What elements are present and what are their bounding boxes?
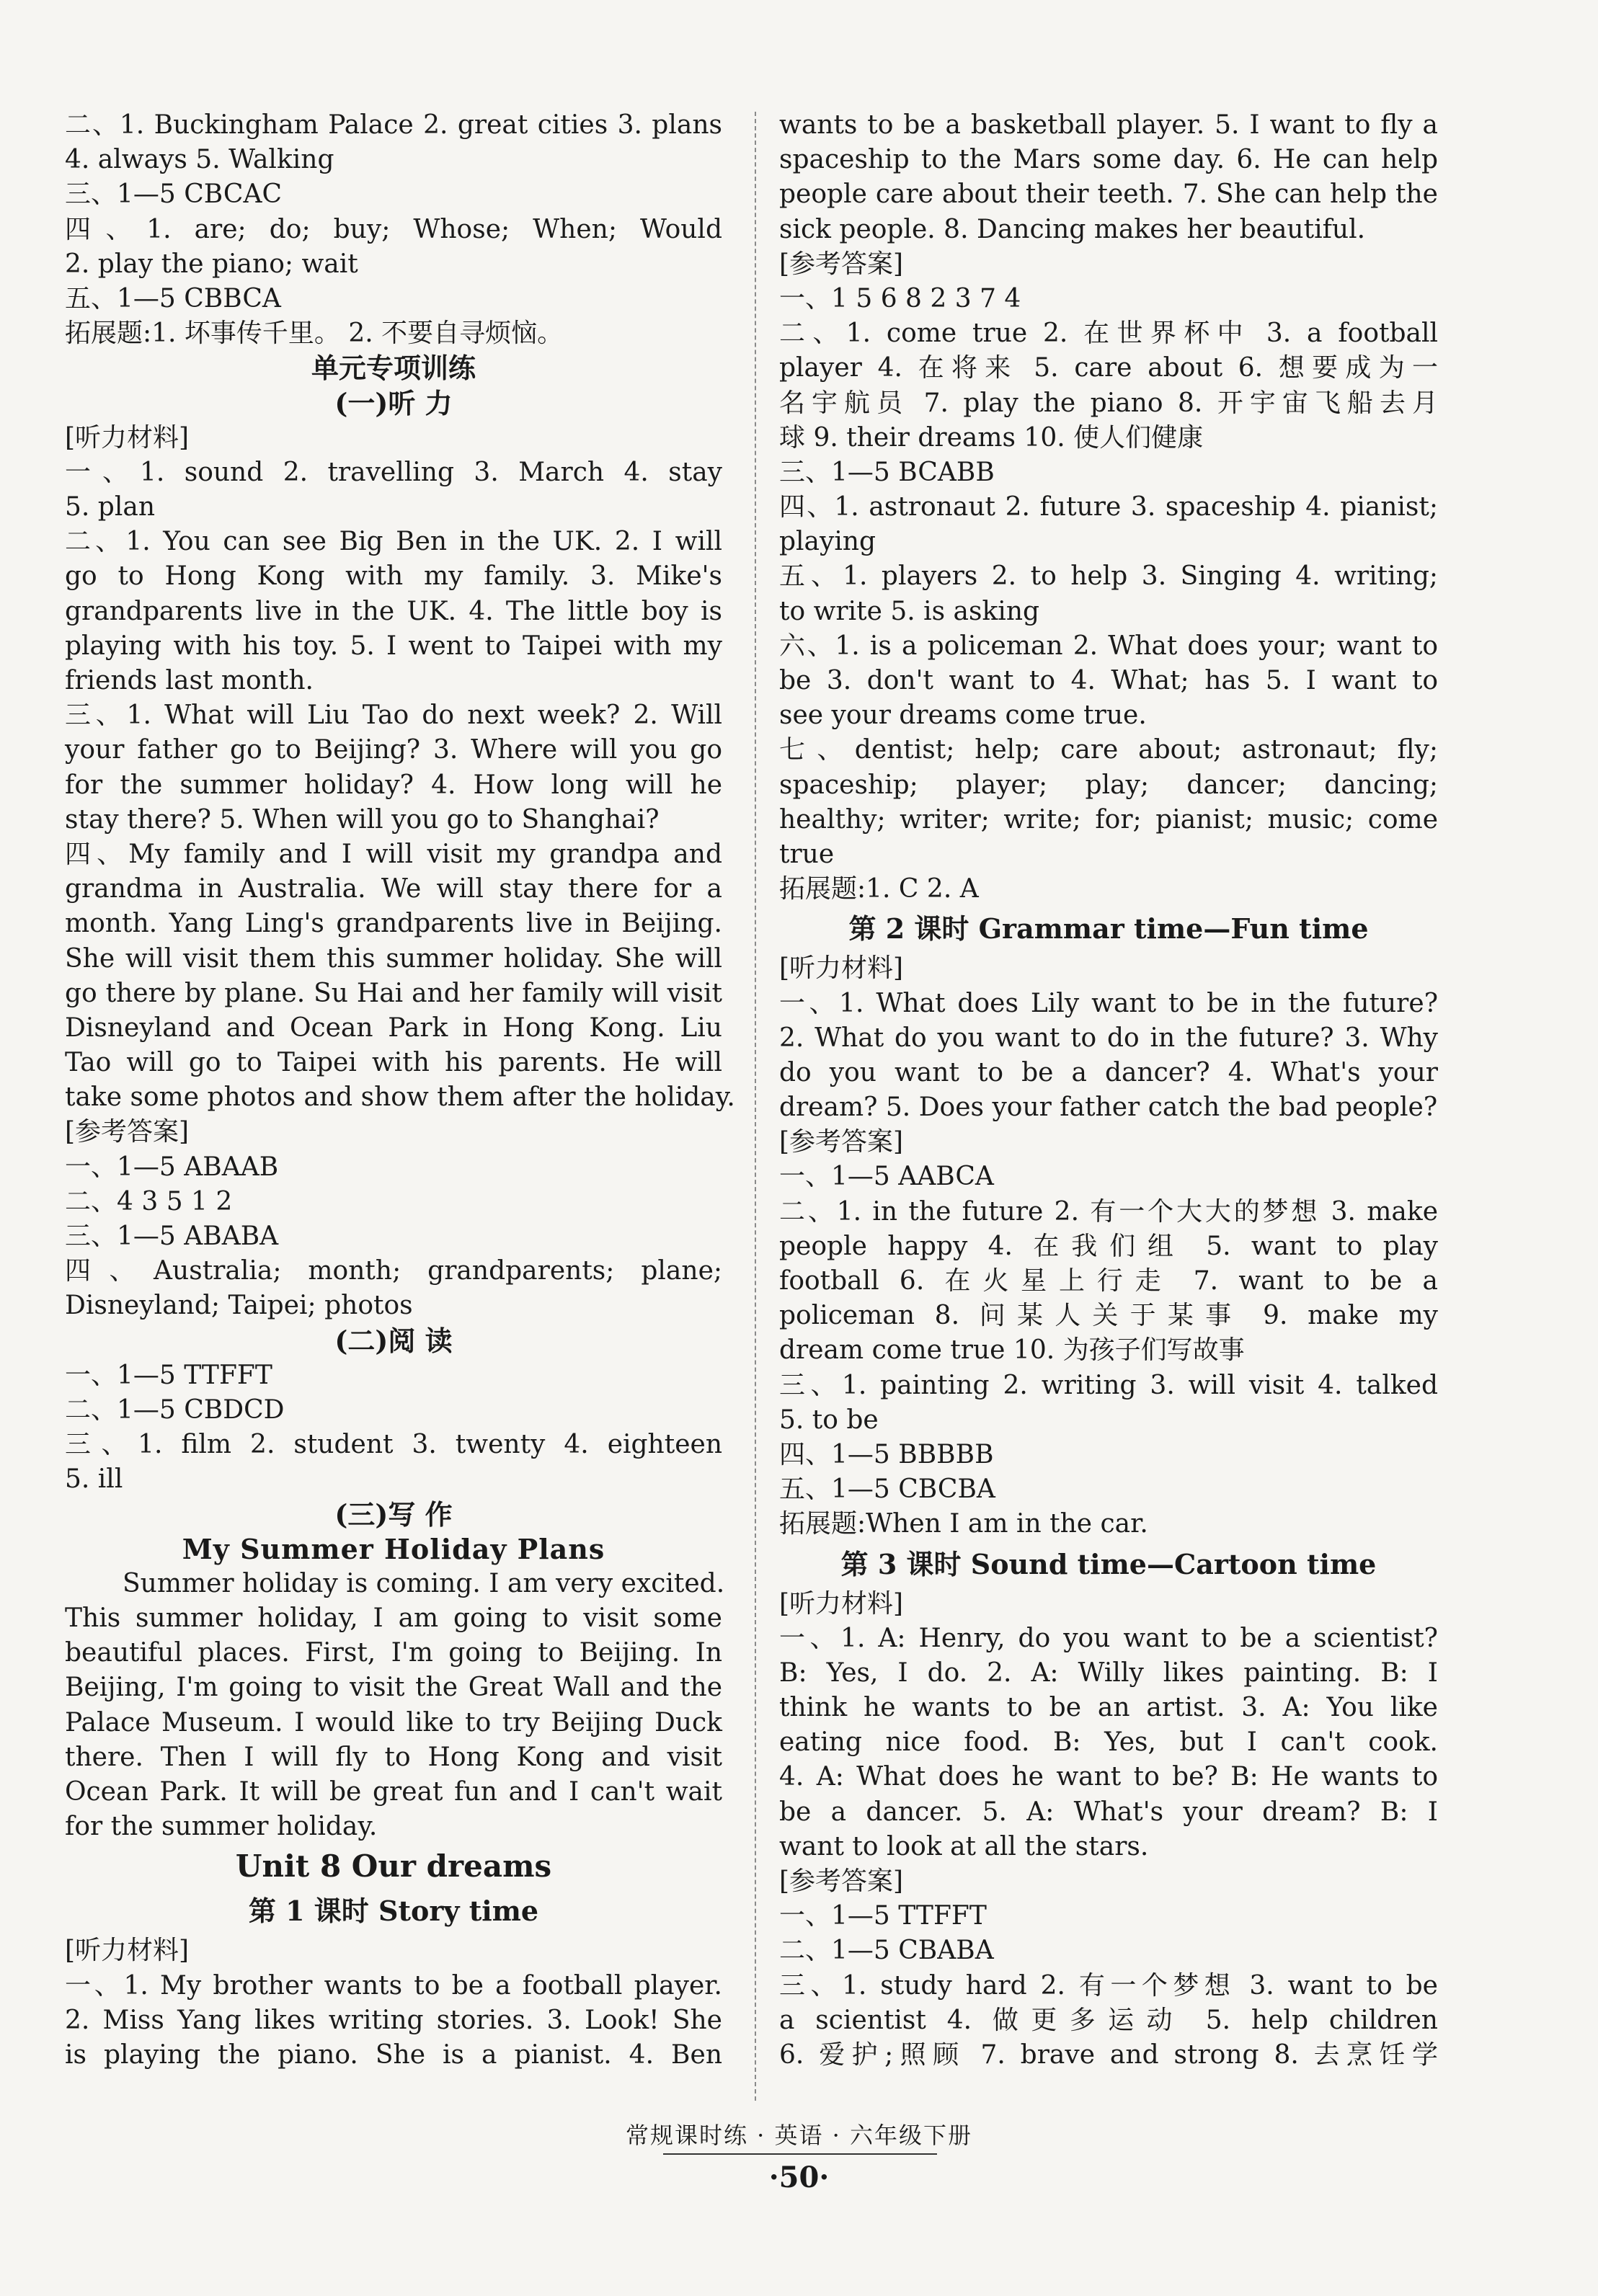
text-line: grandma in Australia. We will stay there for a — [65, 874, 722, 904]
text-line: true — [779, 839, 835, 869]
text-line: 二、1. in the future 2. 有一个大大的梦想 3. make — [779, 1196, 1438, 1227]
text-line: stay there? 5. When will you go to Shanghai? — [65, 804, 660, 835]
text-line: playing with his toy. 5. I went to Taipei with my — [65, 631, 722, 661]
text-line: eating nice food. B: Yes, but I can't cook. — [779, 1727, 1438, 1758]
text-line: (一)听 力 — [334, 386, 453, 419]
text-line: 七、dentist; help; care about; astronaut; fly; — [779, 735, 1438, 765]
text-line: 二、4 3 5 1 2 — [65, 1186, 233, 1216]
text-line: healthy; writer; write; for; pianist; music; come — [779, 804, 1438, 835]
text-line: 一、1—5 AABCA — [779, 1162, 994, 1192]
text-line: is playing the piano. She is a pianist. 4. Ben — [65, 2039, 722, 2070]
text-line: Unit 8 Our dreams — [235, 1848, 552, 1885]
text-line: a scientist 4. 做更多运动 5. help children — [779, 2005, 1438, 2035]
text-line: 二、1. come true 2. 在世界杯中 3. a football — [779, 319, 1438, 349]
text-line: [参考答案] — [779, 1127, 904, 1157]
text-line: 二、1—5 CBABA — [779, 1936, 994, 1966]
text-line: 拓展题:1. C 2. A — [779, 874, 979, 904]
text-line: (二)阅 读 — [334, 1324, 453, 1357]
text-line: This summer holiday, I am going to visit some — [65, 1603, 722, 1634]
text-line: 第 2 课时 Grammar time—Fun time — [848, 912, 1369, 945]
text-line: 第 1 课时 Story time — [248, 1895, 539, 1928]
text-line: beautiful places. First, I'm going to Beijing. In — [65, 1638, 722, 1668]
text-line: 一、1. What does Lily want to be in the future? — [779, 988, 1438, 1018]
text-line: 四、1—5 BBBBB — [779, 1439, 994, 1469]
text-line: B: Yes, I do. 2. A: Willy likes painting. B: I — [779, 1658, 1438, 1688]
text-line: playing — [779, 527, 876, 557]
text-line: 2. play the piano; wait — [65, 249, 358, 279]
text-line: 二、1. Buckingham Palace 2. great cities 3. plans — [65, 110, 722, 140]
text-line: 五、1—5 CBCBA — [779, 1474, 995, 1505]
text-line: 六、1. is a policeman 2. What does your; want to — [779, 631, 1438, 661]
text-line: football 6. 在火星上行走 7. want to be a — [779, 1266, 1438, 1296]
text-line: 2. What do you want to do in the future? 3. Why — [779, 1023, 1438, 1053]
text-line: 2. Miss Yang likes writing stories. 3. Look! She — [65, 2005, 722, 2035]
text-line: spaceship to the Mars some day. 6. He can help — [779, 145, 1438, 175]
text-line: go there by plane. Su Hai and her family will visit — [65, 978, 722, 1008]
text-line: 拓展题:When I am in the car. — [779, 1509, 1148, 1539]
text-line: 4. always 5. Walking — [65, 145, 334, 175]
text-line: do you want to be a dancer? 4. What's your — [779, 1057, 1438, 1087]
footer-rule — [663, 2153, 937, 2155]
text-line: Palace Museum. I would like to try Beijing Duck — [65, 1707, 722, 1737]
text-line: 单元专项训练 — [311, 352, 476, 385]
text-line: [听力材料] — [65, 1936, 190, 1966]
text-line: there. Then I will fly to Hong Kong and visit — [65, 1742, 722, 1772]
text-line: Disneyland; Taipei; photos — [65, 1291, 413, 1321]
text-line: [参考答案] — [65, 1117, 190, 1147]
text-line: friends last month. — [65, 666, 314, 695]
text-line: 拓展题:1. 坏事传千里。 2. 不要自寻烦恼。 — [65, 319, 564, 349]
text-line: think he wants to be an artist. 3. A: You like — [779, 1693, 1438, 1723]
text-line: [听力材料] — [779, 953, 904, 984]
page-number: ·50· — [768, 2161, 830, 2194]
left-column — [65, 108, 735, 2073]
text-line: 三、1—5 BCABB — [779, 457, 995, 487]
text-line: 一、1. sound 2. travelling 3. March 4. stay — [65, 457, 722, 487]
footer-title: 常规课时练 · 英语 · 六年级下册 — [625, 2122, 973, 2149]
text-line: dream come true 10. 为孩子们写故事 — [779, 1335, 1245, 1366]
text-line: 三、1—5 ABABA — [65, 1222, 279, 1251]
text-line: 四、Australia; month; grandparents; plane; — [65, 1256, 722, 1286]
text-line: 三、1. study hard 2. 有一个梦想 3. want to be — [779, 1970, 1438, 2001]
text-line: 一、1—5 ABAAB — [65, 1152, 279, 1182]
text-line: spaceship; player; play; dancer; dancing; — [779, 770, 1438, 800]
text-line: 三、1—5 CBCAC — [65, 179, 283, 210]
text-line: be 3. don't want to 4. What; has 5. I want to — [779, 666, 1438, 695]
text-line: 第 3 课时 Sound time—Cartoon time — [840, 1547, 1377, 1580]
text-line: month. Yang Ling's grandparents live in Beijing. — [65, 909, 722, 939]
text-line: [参考答案] — [779, 1866, 904, 1896]
text-line: sick people. 8. Dancing makes her beautiful. — [779, 214, 1366, 244]
text-line: 一、1. My brother wants to be a football player. — [65, 1970, 722, 2001]
text-line: player 4. 在将来 5. care about 6. 想要成为一 — [779, 353, 1438, 383]
text-line: Disneyland and Ocean Park in Hong Kong. Liu — [65, 1013, 722, 1043]
text-line: for the summer holiday? 4. How long will he — [65, 770, 722, 800]
text-line: people care about their teeth. 7. She can help the — [779, 179, 1438, 210]
text-line: 二、1. You can see Big Ben in the UK. 2. I will — [65, 527, 722, 557]
text-line: want to look at all the stars. — [779, 1831, 1149, 1861]
text-line: take some photos and show them after the holiday. — [65, 1082, 735, 1113]
text-line: 5. ill — [65, 1464, 123, 1495]
text-line: 四、1. are; do; buy; Whose; When; Would — [65, 214, 722, 244]
text-line: dream? 5. Does your father catch the bad people? — [779, 1093, 1438, 1123]
text-line: 4. A: What does he want to be? B: He wants to — [779, 1762, 1438, 1792]
right-column — [779, 108, 1438, 2073]
text-line: see your dreams come true. — [779, 700, 1147, 731]
text-line: 一、1 5 6 8 2 3 7 4 — [779, 283, 1021, 313]
text-line: 5. plan — [65, 492, 155, 522]
text-line: 5. to be — [779, 1405, 879, 1435]
text-line: 一、1—5 TTFFT — [779, 1901, 987, 1931]
text-line: wants to be a basketball player. 5. I want to fly a — [779, 110, 1438, 140]
text-line: 一、1—5 TTFFT — [65, 1360, 272, 1390]
text-line: Tao will go to Taipei with his parents. He will — [65, 1048, 722, 1078]
text-line: Ocean Park. It will be great fun and I can't wait — [65, 1777, 722, 1807]
text-line: 球 9. their dreams 10. 使人们健康 — [779, 422, 1204, 453]
text-line: 三、1. painting 2. writing 3. will visit 4. talked — [779, 1370, 1438, 1400]
text-line: [听力材料] — [779, 1588, 904, 1619]
text-line: My Summer Holiday Plans — [182, 1532, 605, 1565]
text-line: go to Hong Kong with my family. 3. Mike's — [65, 561, 722, 592]
text-line: 五、1. players 2. to help 3. Singing 4. writing; — [779, 561, 1438, 592]
text-line: 四、My family and I will visit my grandpa and — [65, 839, 723, 869]
text-line: for the summer holiday. — [65, 1812, 378, 1842]
text-line: 6. 爱护;照顾 7. brave and strong 8. 去烹饪学 — [779, 2039, 1438, 2070]
text-line: [参考答案] — [779, 249, 904, 279]
text-line: [听力材料] — [65, 422, 190, 453]
text-line: grandparents live in the UK. 4. The little boy is — [65, 596, 722, 626]
text-line: 三、1. film 2. student 3. twenty 4. eighteen — [65, 1430, 722, 1460]
column-divider — [755, 112, 756, 2101]
text-line: policeman 8. 问某人关于某事 9. make my — [779, 1301, 1438, 1331]
text-line: 一、1. A: Henry, do you want to be a scientist? — [779, 1623, 1438, 1653]
text-line: 名宇航员 7. play the piano 8. 开宇宙飞船去月 — [779, 388, 1438, 418]
text-line: to write 5. is asking — [779, 596, 1040, 626]
text-line: 二、1—5 CBDCD — [65, 1394, 285, 1425]
text-line: Beijing, I'm going to visit the Great Wall and the — [65, 1673, 722, 1703]
text-line: (三)写 作 — [334, 1498, 453, 1531]
text-line: your father go to Beijing? 3. Where will you go — [65, 735, 722, 765]
text-line: 五、1—5 CBBCA — [65, 283, 281, 313]
text-line: Summer holiday is coming. I am very excited. — [123, 1568, 725, 1598]
text-line: 三、1. What will Liu Tao do next week? 2. Will — [65, 700, 722, 731]
text-line: be a dancer. 5. A: What's your dream? B: I — [779, 1797, 1438, 1827]
text-line: people happy 4. 在我们组 5. want to play — [779, 1231, 1438, 1261]
text-line: She will visit them this summer holiday. She will — [65, 943, 722, 974]
text-line: 四、1. astronaut 2. future 3. spaceship 4. pianist; — [779, 492, 1438, 522]
